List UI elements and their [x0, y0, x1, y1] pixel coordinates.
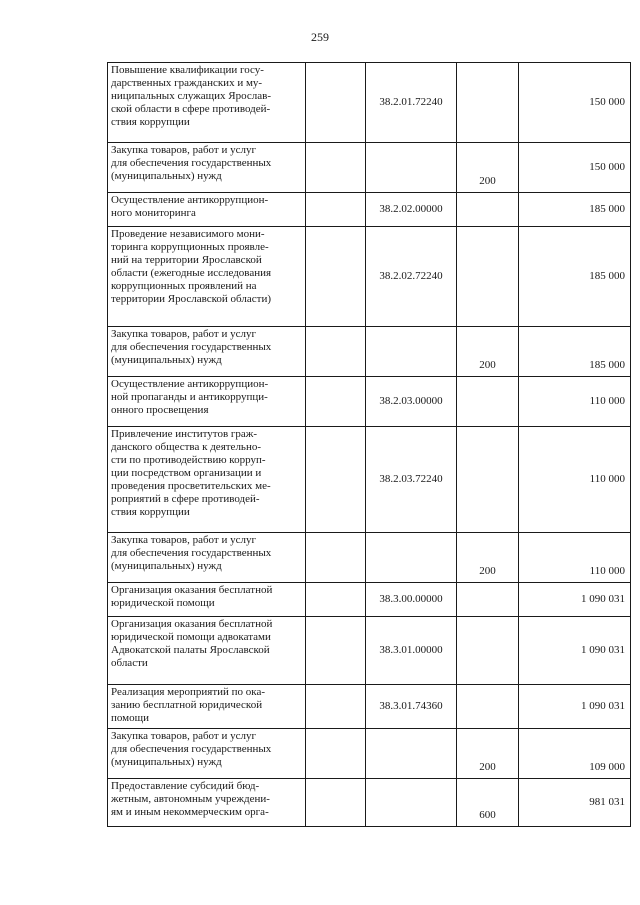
row-sum: 150 000 [519, 63, 631, 143]
blank-cell [306, 427, 366, 533]
row-sum: 109 000 [519, 729, 631, 779]
page-number: 259 [311, 30, 329, 44]
blank-cell [306, 533, 366, 583]
row-name: Реализация мероприятий по ока- занию бесплатной юридической помощи [108, 685, 306, 729]
row-type [457, 377, 519, 427]
row-code [366, 143, 457, 193]
table-row [108, 63, 631, 143]
row-code: 38.2.01.72240 [366, 63, 457, 143]
row-code [366, 327, 457, 377]
row-type: 200 [457, 327, 519, 377]
row-name: Проведение независимого мони- торинга коррупционных проявле- ний на территории Ярославской области (ежегодные исследования коррупционных проявлений на территории Ярославской области) [108, 227, 306, 327]
row-type: 200 [457, 729, 519, 779]
table-row [108, 193, 631, 227]
row-name: Закупка товаров, работ и услуг для обеспечения государственных (муниципальных) нужд [108, 729, 306, 779]
row-name: Организация оказания бесплатной юридической помощи адвокатами Адвокатской палаты Ярославской области [108, 617, 306, 685]
row-code: 38.2.02.00000 [366, 193, 457, 227]
row-type [457, 583, 519, 617]
blank-cell [306, 63, 366, 143]
row-sum: 185 000 [519, 327, 631, 377]
blank-cell [306, 327, 366, 377]
row-sum: 150 000 [519, 143, 631, 193]
table-row [108, 685, 631, 729]
row-type [457, 427, 519, 533]
row-sum: 110 000 [519, 533, 631, 583]
blank-cell [306, 143, 366, 193]
blank-cell [306, 583, 366, 617]
row-sum: 1 090 031 [519, 617, 631, 685]
row-sum: 1 090 031 [519, 583, 631, 617]
row-type [457, 617, 519, 685]
row-name: Закупка товаров, работ и услуг для обеспечения государственных (муниципальных) нужд [108, 533, 306, 583]
row-type: 200 [457, 143, 519, 193]
blank-cell [306, 779, 366, 827]
row-code [366, 533, 457, 583]
table-row [108, 227, 631, 327]
row-sum: 981 031 [519, 779, 631, 827]
row-type: 200 [457, 533, 519, 583]
row-sum: 110 000 [519, 377, 631, 427]
table-row [108, 729, 631, 779]
table-row [108, 327, 631, 377]
row-name: Закупка товаров, работ и услуг для обеспечения государственных (муниципальных) нужд [108, 143, 306, 193]
row-code: 38.2.03.00000 [366, 377, 457, 427]
row-type [457, 227, 519, 327]
table-row [108, 143, 631, 193]
row-type: 600 [457, 779, 519, 827]
row-code [366, 729, 457, 779]
blank-cell [306, 377, 366, 427]
table-row [108, 427, 631, 533]
table-row [108, 533, 631, 583]
row-type [457, 63, 519, 143]
row-sum: 110 000 [519, 427, 631, 533]
blank-cell [306, 227, 366, 327]
row-name: Закупка товаров, работ и услуг для обеспечения государственных (муниципальных) нужд [108, 327, 306, 377]
row-code: 38.3.01.74360 [366, 685, 457, 729]
row-name: Повышение квалификации госу- дарственных гражданских и му- ниципальных служащих Ярослав- ской области в сфере противодей- ствия коррупции [108, 63, 306, 143]
table-row [108, 617, 631, 685]
row-name: Предоставление субсидий бюд- жетным, автономным учреждени- ям и иным некоммерческим орга- [108, 779, 306, 827]
blank-cell [306, 193, 366, 227]
row-code: 38.3.00.00000 [366, 583, 457, 617]
row-name: Осуществление антикоррупцион- ного мониторинга [108, 193, 306, 227]
row-name: Организация оказания бесплатной юридической помощи [108, 583, 306, 617]
blank-cell [306, 685, 366, 729]
row-code: 38.2.03.72240 [366, 427, 457, 533]
blank-cell [306, 617, 366, 685]
row-name: Привлечение институтов граж- данского общества к деятельно- сти по противодействию корруп- ции посредством организации и проведения просветительских ме- роприятий в сфере противодей- ствия коррупции [108, 427, 306, 533]
row-sum: 1 090 031 [519, 685, 631, 729]
row-type [457, 685, 519, 729]
row-sum: 185 000 [519, 193, 631, 227]
row-code: 38.2.02.72240 [366, 227, 457, 327]
table-row [108, 377, 631, 427]
blank-cell [306, 729, 366, 779]
budget-table [107, 62, 631, 827]
row-code [366, 779, 457, 827]
table-row [108, 583, 631, 617]
row-type [457, 193, 519, 227]
row-sum: 185 000 [519, 227, 631, 327]
row-name: Осуществление антикоррупцион- ной пропаганды и антикоррупци- онного просвещения [108, 377, 306, 427]
table-row [108, 779, 631, 827]
row-code: 38.3.01.00000 [366, 617, 457, 685]
